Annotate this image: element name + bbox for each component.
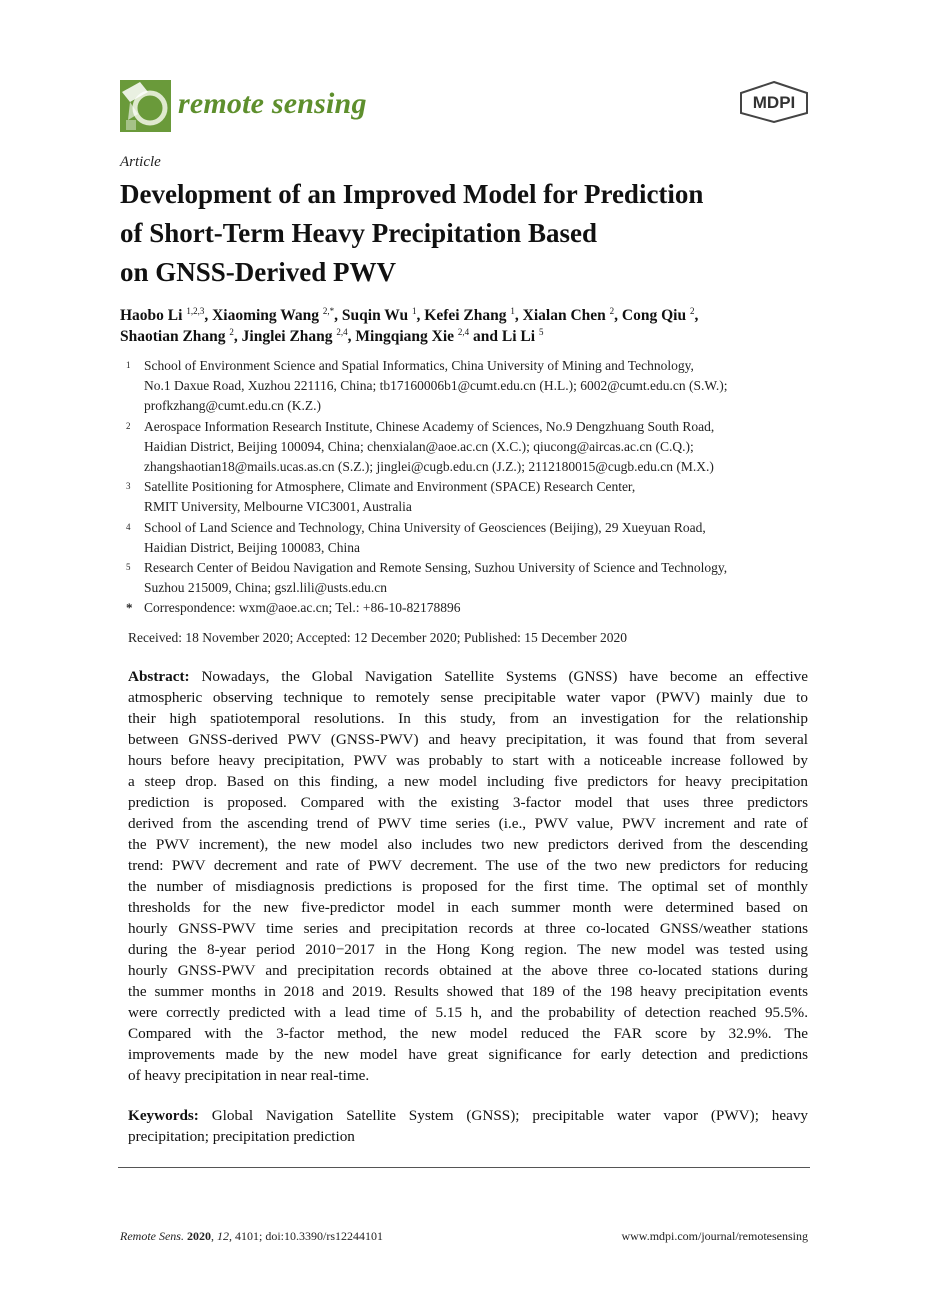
publication-dates: Received: 18 November 2020; Accepted: 12 December 2020; Published: 15 December 2020 (128, 630, 627, 645)
author-name: Xialan Chen (522, 307, 606, 324)
correspondence-text: Correspondence: wxm@aoe.ac.cn; Tel.: +86-10-82178896 (144, 600, 461, 616)
affiliation-line: No.1 Daxue Road, Xuzhou 221116, China; tb17160006b1@cumt.edu.cn (H.L.); 6002@cumt.edu.cn (S.W.); (144, 378, 728, 394)
author-affil: 2 (609, 306, 615, 316)
abstract-line: hourly GNSS-PWV time series and precipitation records at three co-located GNSS/weather stations (128, 920, 808, 937)
author-affil: 2 (229, 327, 234, 337)
author-affil: 2 (689, 306, 695, 316)
mdpi-logo-icon (739, 81, 809, 123)
author-sep: , (416, 307, 425, 324)
title-line: on GNSS-Derived PWV (120, 257, 396, 287)
author-sep: and (469, 328, 502, 345)
keywords-text: Global Navigation Satellite System (GNSS); precipitable water vapor (PWV); heavy (211, 1107, 809, 1124)
author-name: Cong Qiu (621, 307, 687, 324)
author-line (120, 305, 820, 326)
author-name: Haobo Li (120, 307, 183, 324)
abstract-line: improvements made by the new model have great significance for early detection and predictions (128, 1046, 808, 1063)
author-affil: 1 (510, 306, 515, 316)
abstract-line: thresholds for the new five-predictor model in each summer month were determined based on (128, 899, 808, 916)
author-sep: , (614, 307, 622, 324)
keywords-label: Keywords: (128, 1107, 199, 1124)
author-name: Jinglei Zhang (241, 328, 333, 345)
abstract-line: a steep drop. Based on this finding, a new model including five predictors for heavy precipitation (128, 773, 808, 790)
author-line (120, 326, 820, 347)
author-name: Suqin Wu (341, 307, 409, 324)
author-name: Mingqiang Xie (355, 328, 455, 345)
correspondence-mark: * (126, 600, 133, 616)
citation-footer: Remote Sens. 2020, 12, 4101; doi:10.3390/rs12244101 (120, 1229, 383, 1243)
author-name: Xiaoming Wang (212, 307, 320, 324)
affiliation-line: Research Center of Beidou Navigation and Remote Sensing, Suzhou University of Science and Technology, (144, 560, 728, 576)
abstract-line: their high spatiotemporal resolutions. In this study, from an investigation for the relationship (128, 710, 808, 727)
abstract-line: of heavy precipitation in near real-time. (128, 1067, 370, 1084)
author-name: Kefei Zhang (424, 307, 507, 324)
abstract-text: Nowadays, the Global Navigation Satellite Systems (GNSS) have become an effective (201, 668, 808, 685)
affiliation-line: Aerospace Information Research Institute, Chinese Academy of Sciences, No.9 Dengzhuang South Road, (144, 418, 715, 434)
affiliation (126, 477, 826, 517)
author-name: Li Li (501, 328, 536, 345)
affiliation-number: 3 (126, 481, 131, 492)
affiliation (126, 417, 826, 478)
author-sep: , (233, 328, 242, 345)
journal-logo-icon (120, 80, 171, 132)
author-sep: , (204, 307, 213, 324)
author-list (120, 305, 820, 347)
paper-title (120, 175, 820, 292)
affiliation (126, 558, 826, 598)
abstract-line: prediction is proposed. Compared with the existing 3-factor model that uses three predictors (128, 794, 808, 811)
author-affil: 2,4 (336, 327, 348, 337)
affiliation-line: Haidian District, Beijing 100083, China (144, 539, 360, 555)
abstract-line: hours before heavy precipitation, PWV was probably to start with a noticeable increase followed by (128, 752, 808, 769)
abstract (128, 666, 808, 1086)
mdpi-logo-text: MDPI (752, 93, 796, 112)
abstract-line: Compared with the 3-factor method, the new model reduced the FAR score by 32.9%. The (128, 1025, 808, 1042)
affiliation-number: 2 (126, 420, 131, 431)
abstract-line: derived from the ascending trend of PWV time series (i.e., PWV value, PWV increment and rate of (128, 815, 808, 832)
author-affil: 1,2,3 (186, 306, 205, 316)
citation-doi: , 4101; doi:10.3390/rs12244101 (228, 1229, 383, 1243)
abstract-line: hourly GNSS-PWV and precipitation records obtained at the above three co-located stations during (128, 962, 808, 979)
citation-volume: 12 (216, 1229, 229, 1243)
affiliation (126, 356, 826, 417)
abstract-line: between GNSS-derived PWV (GNSS-PWV) and heavy precipitation, it was found that from several (128, 731, 808, 748)
affiliation-line: School of Land Science and Technology, China University of Geosciences (Beijing), 29 Xueyuan Road, (144, 519, 706, 535)
abstract-line: atmospheric observing technique to remotely sense precipitable water vapor (PWV) mainly due to (128, 689, 808, 706)
affiliation-line: RMIT University, Melbourne VIC3001, Australia (144, 499, 412, 515)
affiliation-line: School of Environment Science and Spatial Informatics, China University of Mining and Technology, (144, 358, 694, 373)
affiliation-line: profkzhang@cumt.edu.cn (K.Z.) (144, 398, 321, 414)
citation-year: 2020 (186, 1229, 211, 1243)
journal-abbrev: Remote Sens. (120, 1229, 184, 1243)
keywords (128, 1105, 808, 1147)
keywords-line: precipitation; precipitation prediction (128, 1128, 355, 1145)
abstract-line: were correctly predicted with a lead time of 5.15 h, and the probability of detection reached 95.5%. (128, 1004, 808, 1021)
title-line: of Short-Term Heavy Precipitation Based (120, 218, 597, 248)
affiliation (126, 518, 826, 558)
article-type: Article (120, 154, 161, 170)
affiliation-number: 4 (126, 521, 131, 532)
author-affil: 2,* (322, 306, 335, 316)
author-affil: 1 (412, 306, 417, 316)
affiliation-list (126, 356, 826, 619)
affiliation-line: Satellite Positioning for Atmosphere, Climate and Environment (SPACE) Research Center, (144, 479, 636, 495)
author-affil: 5 (538, 327, 544, 337)
keywords-line (128, 1105, 808, 1126)
journal-name: remote sensing (178, 87, 367, 120)
author-sep: , (334, 307, 342, 324)
abstract-line (128, 666, 808, 687)
journal-url[interactable]: www.mdpi.com/journal/remotesensing (621, 1229, 808, 1243)
author-affil: 2,4 (457, 327, 470, 337)
abstract-line: the summer months in 2018 and 2019. Results showed that 189 of the 198 heavy precipitation events (128, 983, 808, 1000)
correspondence (126, 598, 826, 618)
author-sep: , (694, 307, 699, 324)
affiliation-line: zhangshaotian18@mails.ucas.as.cn (S.Z.); jinglei@cugb.edu.cn (J.Z.); 2112180015@cugb.edu.cn (M.X.) (144, 459, 714, 475)
abstract-line: trend: PWV decrement and rate of PWV decrement. The use of the two new predictors for reducing (128, 857, 808, 874)
abstract-line: during the 8-year period 2010−2017 in the Hong Kong region. The new model was tested using (128, 941, 808, 958)
abstract-line: the PWV increment), the new model also includes two new predictors derived from the descending (128, 836, 808, 853)
author-name: Shaotian Zhang (120, 328, 226, 345)
section-divider (118, 1167, 810, 1168)
affiliation-line: Suzhou 215009, China; gszl.lili@usts.edu.cn (144, 580, 388, 596)
affiliation-number: 1 (126, 360, 131, 370)
title-line: Development of an Improved Model for Prediction (120, 179, 704, 209)
author-sep: , (514, 307, 523, 324)
affiliation-line: Haidian District, Beijing 100094, China; chenxialan@aoe.ac.cn (X.C.); qiucong@aircas.ac.cn (C.Q.); (144, 438, 694, 454)
abstract-line: the number of misdiagnosis predictions is proposed for the first time. The optimal set of monthly (128, 878, 808, 895)
abstract-label: Abstract: (128, 668, 190, 685)
author-sep: , (347, 328, 356, 345)
affiliation-number: 5 (126, 562, 131, 573)
